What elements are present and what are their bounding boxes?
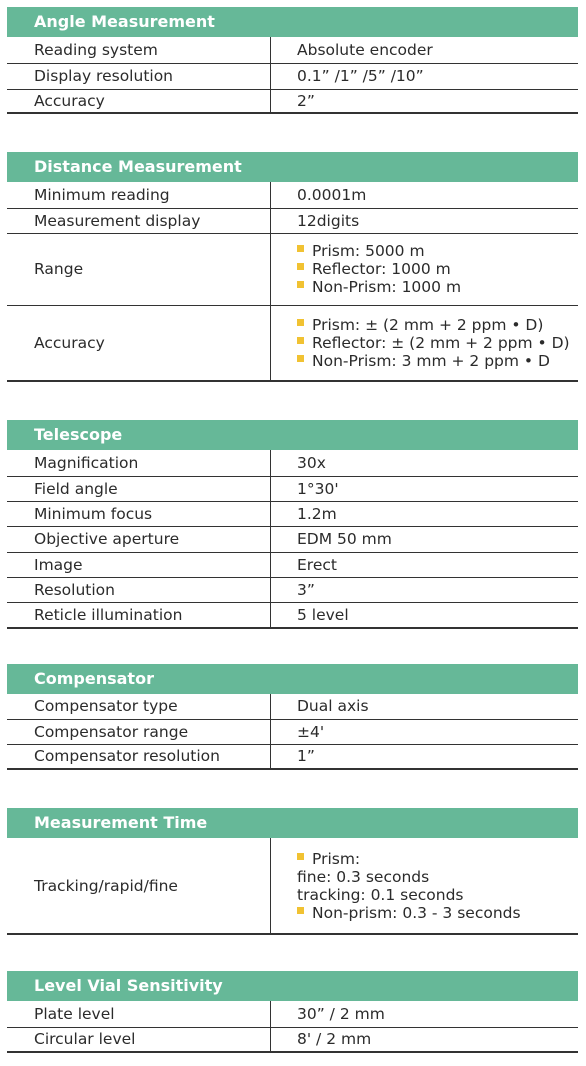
bullet-text: Prism: ± (2 mm + 2 ppm • D): [312, 315, 544, 334]
spec-table: [7, 450, 578, 629]
section-telescope: [7, 420, 578, 629]
bullet-text: Non-Prism: 1000 m: [312, 278, 462, 296]
row-value: Dual axis: [271, 694, 579, 719]
spec-table: [7, 1001, 578, 1053]
list-item: [297, 278, 578, 296]
row-value: 12digits: [271, 208, 579, 233]
table-row: [7, 602, 578, 628]
row-label: Plate level: [7, 1001, 271, 1027]
bullet-square-icon: [297, 281, 304, 288]
row-value: 1°30': [271, 476, 579, 501]
list-subitem: fine: 0.3 seconds: [297, 867, 430, 886]
bullet-square-icon: [297, 853, 304, 860]
row-label: Accuracy: [7, 305, 271, 381]
table-row: [7, 233, 578, 305]
list-item: [297, 334, 578, 352]
table-row: [7, 694, 578, 719]
row-label: Compensator type: [7, 694, 271, 719]
row-value: 0.0001m: [271, 182, 579, 208]
bullet-list: [297, 242, 578, 296]
bullet-text: Reflector: ± (2 mm + 2 ppm • D): [312, 333, 570, 352]
table-row: [7, 719, 578, 744]
row-value: Erect: [271, 552, 579, 577]
row-label: Objective aperture: [7, 526, 271, 552]
section-title: Measurement Time: [7, 808, 578, 838]
table-row: [7, 526, 578, 552]
bullet-text: Non-prism: 0.3 - 3 seconds: [312, 903, 521, 922]
row-label: Compensator resolution: [7, 744, 271, 769]
row-value: 30” / 2 mm: [271, 1001, 579, 1027]
table-row: [7, 744, 578, 769]
row-value: 0.1” /1” /5” /10”: [271, 63, 579, 89]
section-level-vial-sensitivity: [7, 971, 578, 1053]
row-value: Absolute encoder: [271, 37, 579, 63]
spec-table: [7, 182, 578, 382]
spec-table: [7, 838, 578, 935]
row-label: Circular level: [7, 1027, 271, 1052]
row-value: 8' / 2 mm: [271, 1027, 579, 1052]
row-value: EDM 50 mm: [271, 526, 579, 552]
list-subitem: tracking: 0.1 seconds: [297, 885, 464, 904]
row-value: 1”: [271, 744, 579, 769]
row-label: Magnification: [7, 450, 271, 476]
row-value: [271, 233, 579, 305]
row-value: 1.2m: [271, 501, 579, 526]
table-row: [7, 1027, 578, 1052]
section-title: Level Vial Sensitivity: [7, 971, 578, 1001]
row-label: Reticle illumination: [7, 602, 271, 628]
table-row: [7, 476, 578, 501]
row-label: Range: [7, 233, 271, 305]
row-value: ±4': [271, 719, 579, 744]
row-label: Accuracy: [7, 89, 271, 113]
table-row: [7, 89, 578, 113]
table-row: [7, 1001, 578, 1027]
list-item: [297, 850, 578, 868]
bullet-text: Reflector: 1000 m: [312, 260, 451, 278]
bullet-square-icon: [297, 263, 304, 270]
row-label: Minimum reading: [7, 182, 271, 208]
section-distance-measurement: [7, 152, 578, 382]
list-item: [297, 316, 578, 334]
row-label: Tracking/rapid/fine: [7, 838, 271, 934]
row-label: Image: [7, 552, 271, 577]
list-item: [297, 904, 578, 922]
spec-table: [7, 694, 578, 770]
table-row: [7, 450, 578, 476]
list-item: [297, 260, 578, 278]
row-label: Compensator range: [7, 719, 271, 744]
list-item: [297, 242, 578, 260]
bullet-text: Prism: 5000 m: [312, 242, 425, 260]
bullet-square-icon: [297, 337, 304, 344]
bullet-list: [297, 316, 578, 370]
table-row: [7, 838, 578, 934]
row-label: Minimum focus: [7, 501, 271, 526]
table-row: [7, 577, 578, 602]
section-title: Distance Measurement: [7, 152, 578, 182]
table-row: [7, 501, 578, 526]
table-row: [7, 552, 578, 577]
table-row: [7, 182, 578, 208]
section-title: Compensator: [7, 664, 578, 694]
section-compensator: [7, 664, 578, 770]
table-row: [7, 305, 578, 381]
bullet-text: Prism:: [312, 849, 361, 868]
table-row: [7, 208, 578, 233]
section-title: Angle Measurement: [7, 7, 578, 37]
bullet-square-icon: [297, 319, 304, 326]
section-angle-measurement: [7, 7, 578, 114]
row-label: Display resolution: [7, 63, 271, 89]
row-value: 3”: [271, 577, 579, 602]
bullet-list: [297, 850, 578, 922]
spec-table: [7, 37, 578, 114]
table-row: [7, 37, 578, 63]
row-value: [271, 305, 579, 381]
bullet-square-icon: [297, 245, 304, 252]
row-label: Measurement display: [7, 208, 271, 233]
bullet-square-icon: [297, 355, 304, 362]
row-label: Field angle: [7, 476, 271, 501]
section-title: Telescope: [7, 420, 578, 450]
row-value: [271, 838, 579, 934]
bullet-text: Non-Prism: 3 mm + 2 ppm • D: [312, 351, 550, 370]
row-value: 30x: [271, 450, 579, 476]
row-label: Reading system: [7, 37, 271, 63]
row-value: 5 level: [271, 602, 579, 628]
section-measurement-time: [7, 808, 578, 935]
table-row: [7, 63, 578, 89]
row-label: Resolution: [7, 577, 271, 602]
row-value: 2”: [271, 89, 579, 113]
list-item: [297, 352, 578, 370]
bullet-square-icon: [297, 907, 304, 914]
